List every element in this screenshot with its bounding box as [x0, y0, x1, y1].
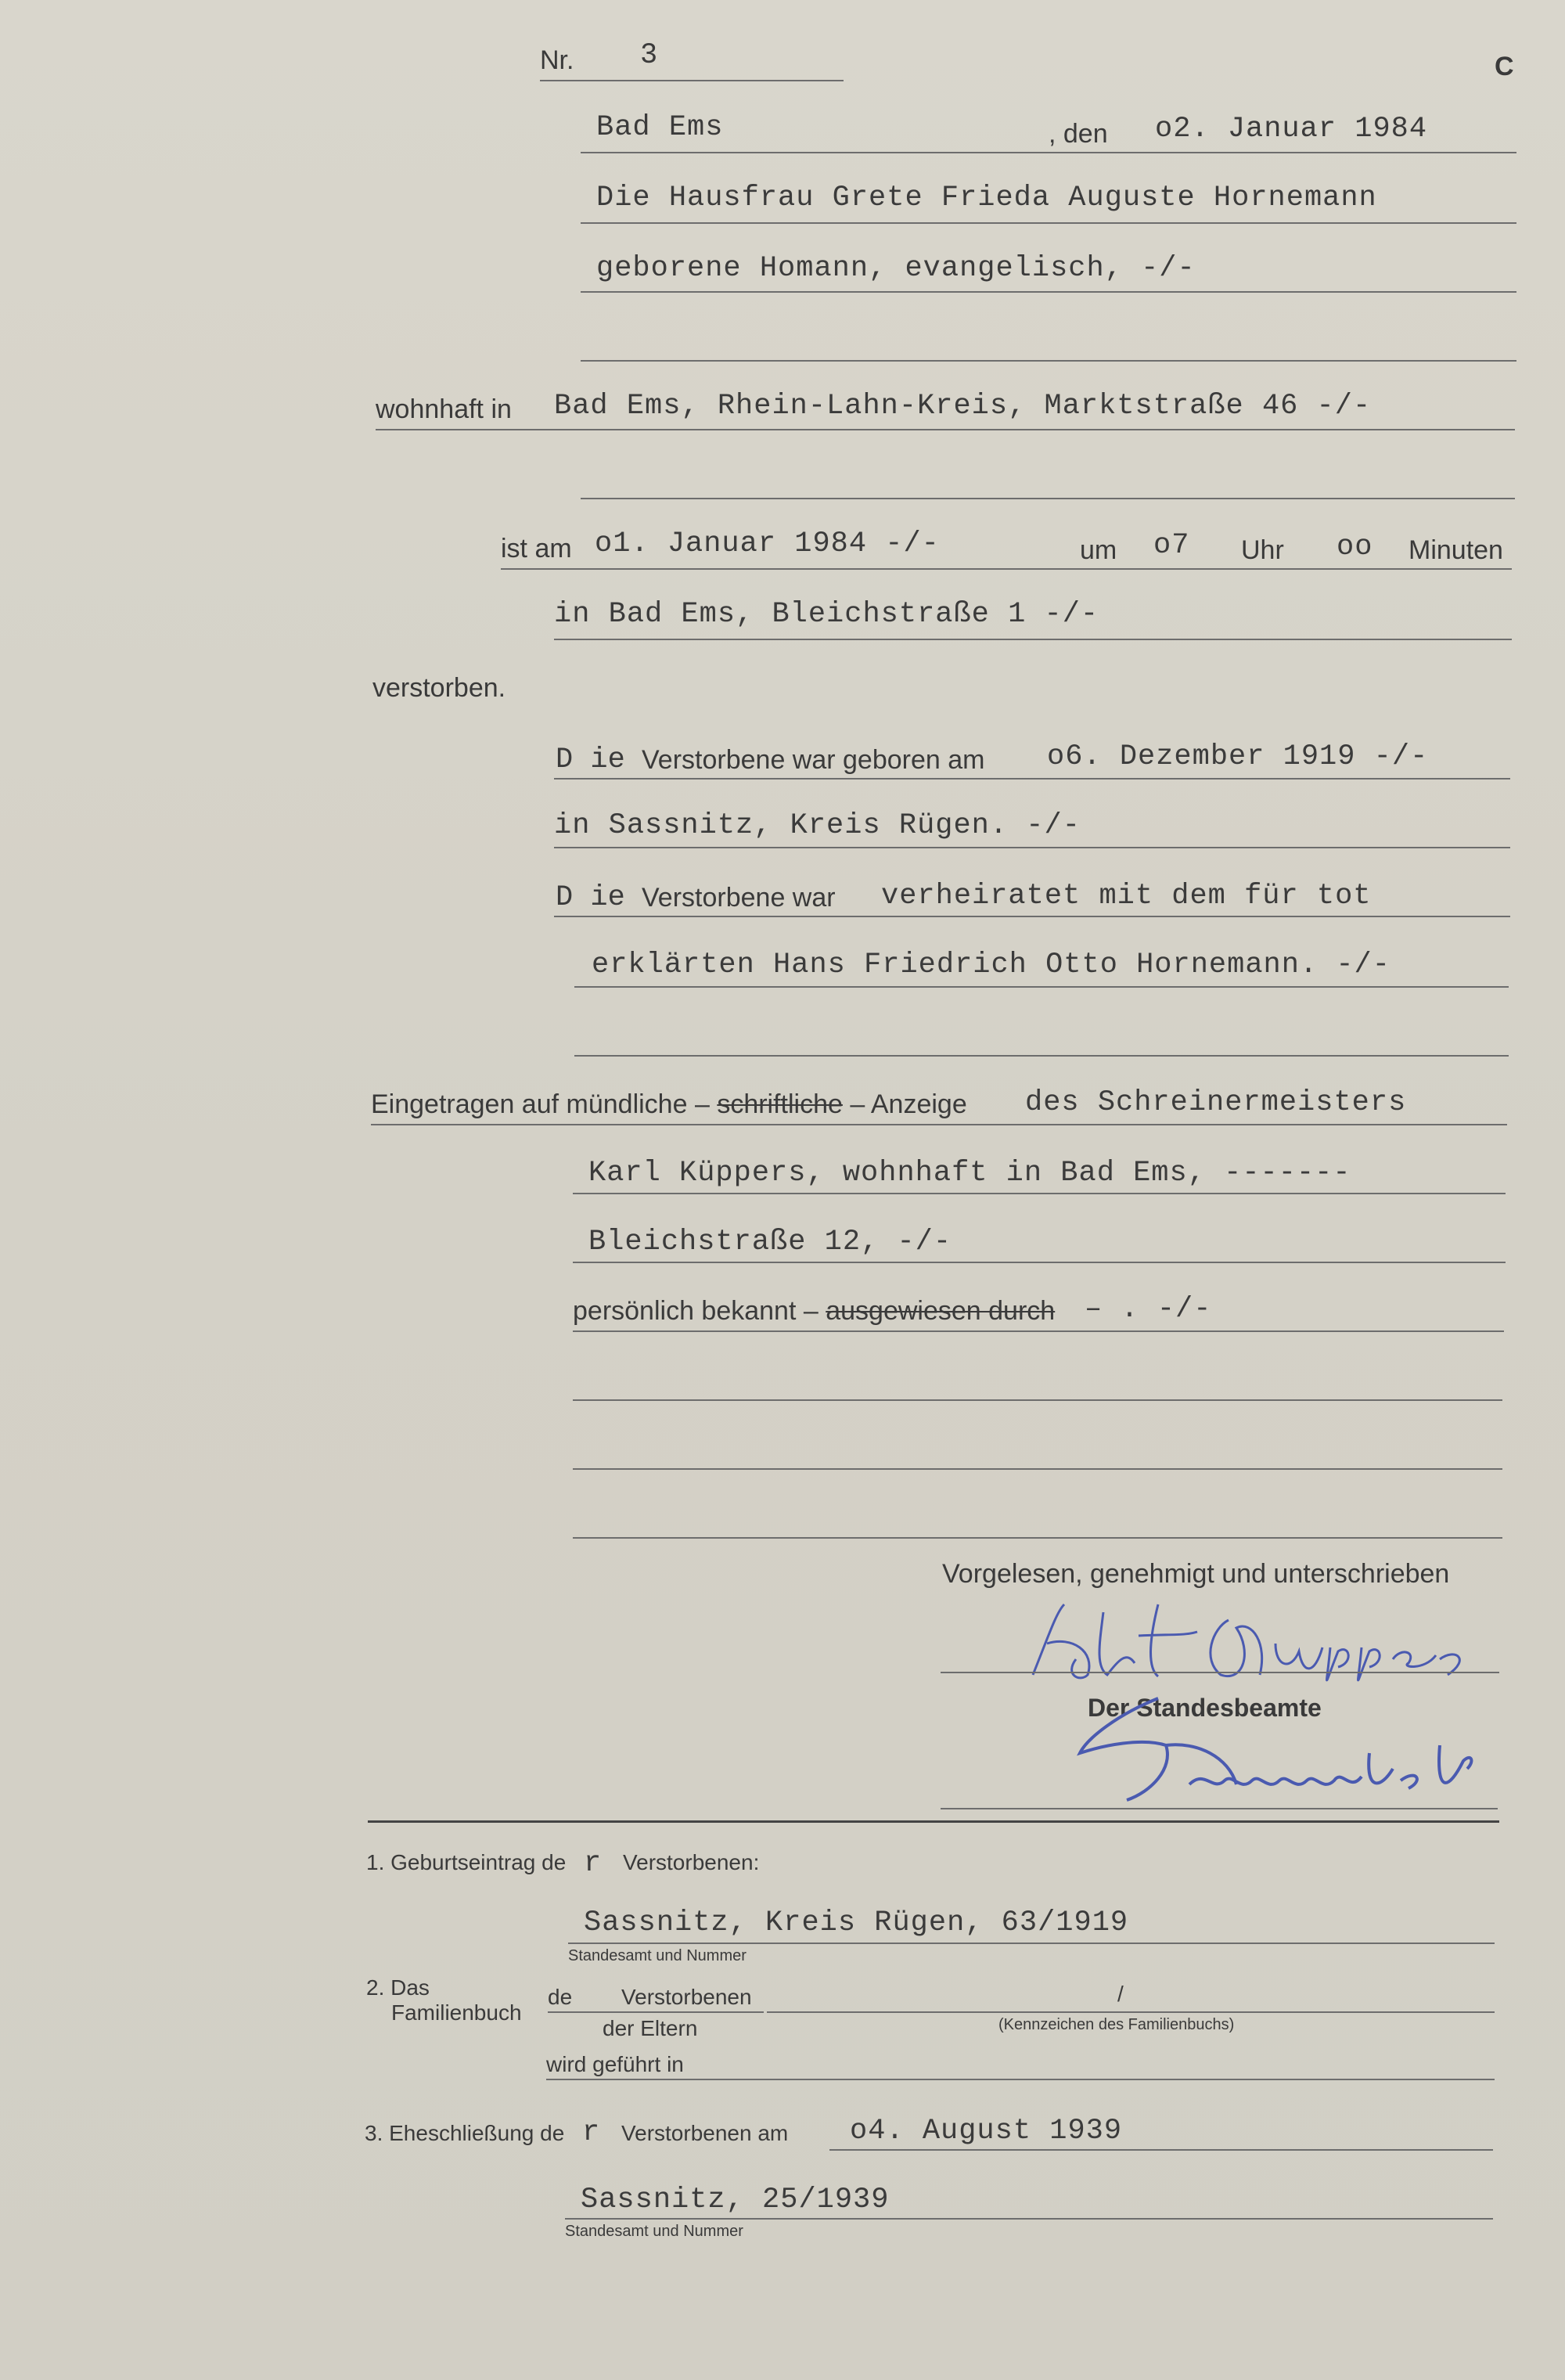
registration-label-1: [371, 1089, 967, 1120]
death-place-underline: [554, 639, 1512, 640]
blank-underline-3: [573, 1537, 1502, 1539]
item3-caption: Standesamt und Nummer: [565, 2223, 743, 2240]
birth-place-value: in Sassnitz, Kreis Rügen. -/-: [554, 809, 1081, 842]
nr-underline: [540, 80, 844, 81]
informant-signature: [1002, 1589, 1471, 1690]
name-underline-1: [581, 222, 1516, 224]
item1-typed: r: [584, 1847, 603, 1880]
date-underline: [581, 152, 1516, 153]
item2-de: de: [548, 1985, 573, 2009]
minute-value: oo: [1337, 531, 1373, 563]
name-underline-2: [581, 291, 1516, 293]
registration-underline-2: [573, 1193, 1506, 1194]
item3-label: 3. Eheschließung de: [365, 2121, 565, 2145]
birth-place-underline: [554, 847, 1510, 848]
item2-wird: wird geführt in: [546, 2052, 684, 2076]
residence-label: wohnhaft in: [376, 394, 512, 424]
birth-date-value: o6. Dezember 1919 -/-: [1047, 740, 1429, 773]
item2-bracket-line: [548, 2011, 764, 2013]
registration-underline-3: [573, 1262, 1506, 1263]
item1-caption: Standesamt und Nummer: [568, 1947, 747, 1964]
registration-value-line3: Bleichstraße 12, -/-: [588, 1226, 952, 1258]
marital-underline-3: [574, 1055, 1509, 1057]
item2-label-a: 2. Das: [366, 1975, 430, 2000]
corner-letter: C: [1495, 52, 1514, 81]
registration-label-struck: schriftliche: [717, 1089, 843, 1119]
item2-slash: /: [1117, 1982, 1124, 2006]
registration-value-line1: des Schreinermeisters: [1025, 1086, 1407, 1119]
nr-value: 3: [640, 39, 659, 72]
verstorben-label: verstorben.: [372, 673, 506, 703]
birth-date-underline: [554, 778, 1510, 780]
death-date-underline: [501, 568, 1512, 570]
marital-label: Verstorbene war: [642, 883, 836, 913]
item3-underline-2: [565, 2218, 1493, 2220]
registrar-signature: [1072, 1683, 1479, 1816]
date-value: o2. Januar 1984: [1155, 113, 1428, 146]
informant-signature-line: [941, 1672, 1499, 1673]
deceased-name-line1: Die Hausfrau Grete Frieda Auguste Hornemann: [596, 182, 1377, 214]
place-value: Bad Ems: [596, 111, 724, 144]
nr-label: Nr.: [540, 45, 574, 75]
uhr-label: Uhr: [1241, 535, 1284, 565]
known-underline: [573, 1330, 1504, 1332]
known-suffix: – . -/-: [1085, 1293, 1212, 1326]
registration-label-part2: – Anzeige: [850, 1089, 967, 1119]
hour-value: o7: [1153, 529, 1190, 562]
item3-value: o4. August 1939: [850, 2115, 1123, 2148]
minuten-label: Minuten: [1408, 535, 1503, 565]
item2-underline-2: [546, 2079, 1495, 2080]
blank-underline-2: [573, 1468, 1502, 1470]
residence-underline: [376, 429, 1515, 430]
blank-underline-1: [573, 1399, 1502, 1401]
item2-underline-1: [767, 2011, 1495, 2013]
item2-eltern: der Eltern: [603, 2016, 698, 2040]
item1-underline: [568, 1943, 1495, 1944]
marital-underline-1: [554, 916, 1510, 917]
birth-label: Verstorbene war geboren am: [642, 745, 985, 775]
item3-underline-1: [829, 2149, 1493, 2151]
registrar-label: Der Standesbeamte: [1088, 1694, 1322, 1722]
item3-typed: r: [582, 2116, 601, 2149]
marital-underline-2: [574, 986, 1509, 988]
item3-place: Sassnitz, 25/1939: [581, 2184, 890, 2216]
informant-signature-drawing: [1002, 1589, 1471, 1690]
item3-suffix: Verstorbenen am: [621, 2121, 789, 2145]
item2-verstorbenen: Verstorbenen: [621, 1985, 752, 2009]
item1-value: Sassnitz, Kreis Rügen, 63/1919: [584, 1907, 1129, 1939]
marital-value-line2: erklärten Hans Friedrich Otto Hornemann. -/-: [592, 949, 1391, 981]
item1-label: 1. Geburtseintrag de: [366, 1850, 567, 1874]
birth-prefix: D ie: [556, 744, 625, 776]
deceased-name-line2: geborene Homann, evangelisch, -/-: [596, 252, 1196, 285]
known-label: persönlich bekannt –: [573, 1296, 818, 1326]
footer-divider: [368, 1820, 1499, 1823]
known-line: [573, 1296, 1055, 1327]
residence-underline-2: [581, 498, 1515, 499]
read-approved-label: Vorgelesen, genehmigt und unterschrieben: [942, 1559, 1450, 1589]
registration-underline-1: [371, 1124, 1507, 1125]
item1-suffix: Verstorbenen:: [623, 1850, 760, 1874]
marital-value-line1: verheiratet mit dem für tot: [881, 880, 1372, 913]
name-underline-3: [581, 360, 1516, 362]
known-struck: ausgewiesen durch: [826, 1296, 1056, 1326]
registrar-signature-line: [941, 1808, 1498, 1809]
item2-caption: (Kennzeichen des Familienbuchs): [998, 2016, 1235, 2033]
registration-label-part1: Eingetragen auf mündliche –: [371, 1089, 710, 1119]
death-date-value: o1. Januar 1984 -/-: [595, 527, 940, 560]
death-place-value: in Bad Ems, Bleichstraße 1 -/-: [554, 598, 1099, 631]
date-label: , den: [1049, 119, 1108, 149]
residence-value: Bad Ems, Rhein-Lahn-Kreis, Marktstraße 46 -/-: [554, 390, 1372, 423]
death-date-label: ist am: [501, 534, 572, 563]
marital-prefix: D ie: [556, 881, 625, 914]
registration-value-line2: Karl Küppers, wohnhaft in Bad Ems, -------: [588, 1157, 1351, 1190]
item2-label-b: Familienbuch: [391, 2000, 522, 2025]
um-label: um: [1080, 535, 1117, 565]
registrar-signature-drawing: [1072, 1683, 1479, 1816]
